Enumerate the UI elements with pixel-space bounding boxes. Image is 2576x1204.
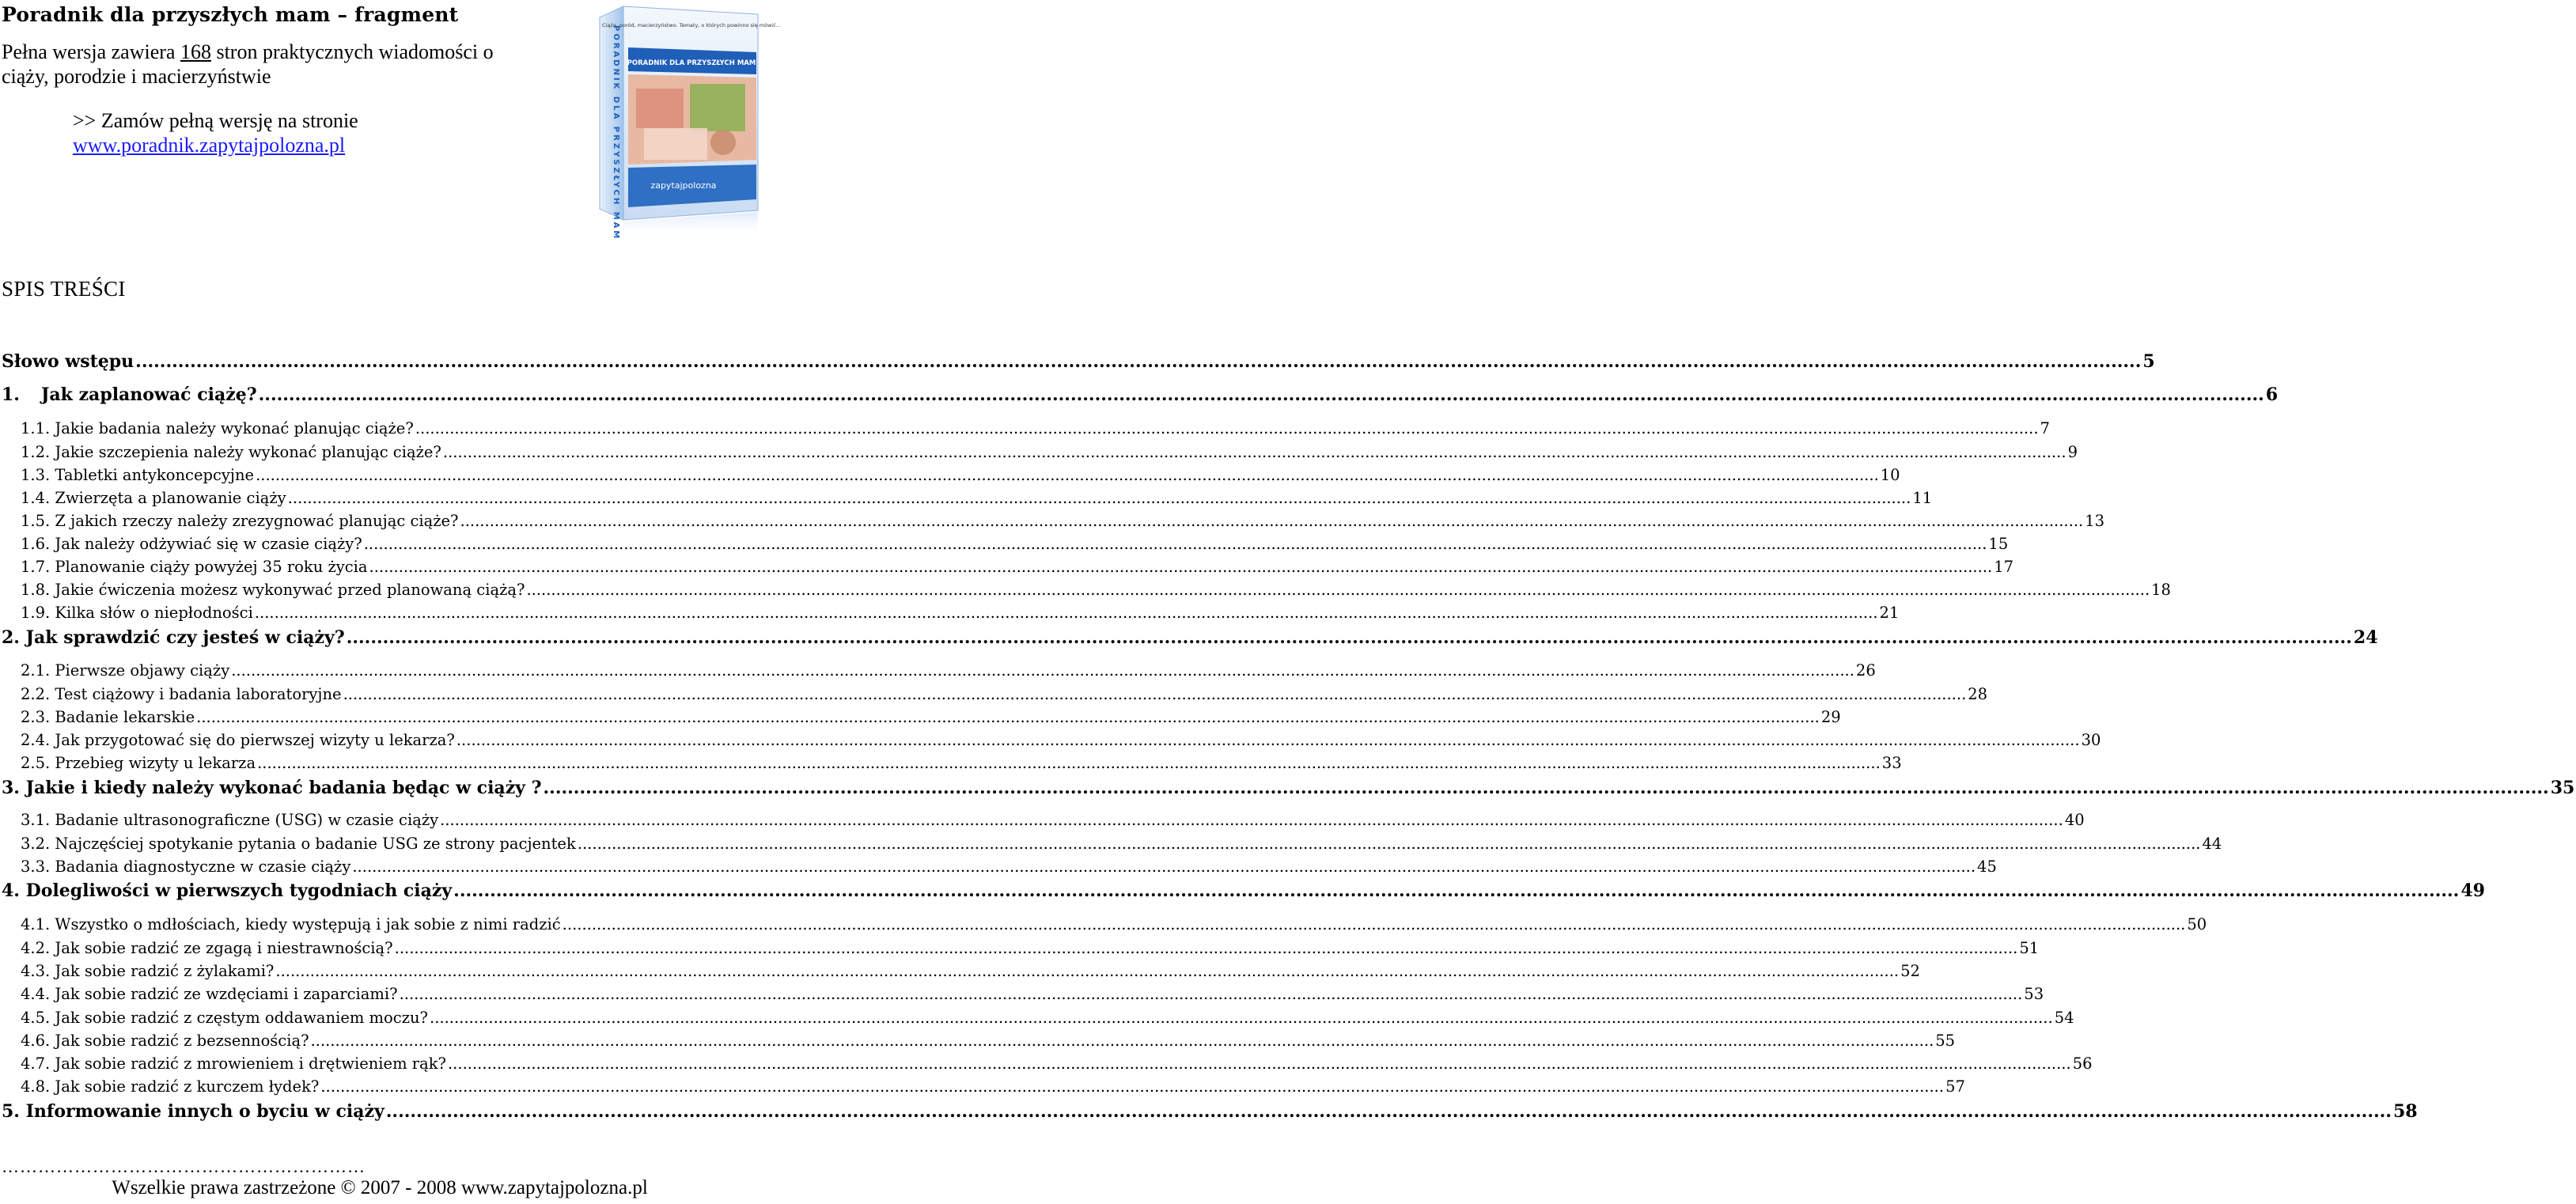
toc-entry[interactable] xyxy=(0,604,1900,622)
toc-page-number: 21 xyxy=(1879,604,1900,622)
box-brand: zapytajpolozna xyxy=(650,180,717,191)
toc-entry[interactable] xyxy=(0,835,2222,853)
toc-entry-label: 5. Informowanie innych o byciu w ciąży xyxy=(2,1101,385,1122)
toc-leader-dots xyxy=(257,754,1881,772)
toc-entry[interactable] xyxy=(0,915,2207,933)
toc-entry-label: 3. Jakie i kiedy należy wykonać badania będąc w ciąży ? xyxy=(2,778,542,798)
toc-leader-dots xyxy=(443,443,2066,461)
toc-page-number: 50 xyxy=(2187,915,2207,933)
toc-leader-dots xyxy=(578,835,2201,853)
intro-line2: ciąży, porodzie i macierzyństwie xyxy=(2,65,271,88)
toc-entry-label: 1.4. Zwierzęta a planowanie ciąży xyxy=(21,489,286,507)
toc-entry-label: 4.3. Jak sobie radzić z żylakami? xyxy=(21,962,275,980)
toc-entry[interactable] xyxy=(0,661,1876,680)
toc-entry-label: 1.6. Jak należy odżywiać się w czasie ciąży? xyxy=(21,535,362,553)
toc-leader-dots xyxy=(456,731,2080,749)
intro-page-count: 168 xyxy=(180,40,211,63)
footer-separator: …………………………………………………… xyxy=(2,1157,366,1176)
order-text: >> Zamów pełną wersję na stronie xyxy=(73,109,358,132)
toc-leader-dots xyxy=(311,1032,1934,1050)
toc-page-number: 49 xyxy=(2460,880,2485,901)
toc-page-number: 24 xyxy=(2353,627,2378,648)
toc-leader-dots xyxy=(453,880,2459,901)
toc-leader-dots xyxy=(320,1077,1944,1096)
toc-page-number: 40 xyxy=(2064,811,2085,829)
toc-leader-dots xyxy=(352,858,1976,876)
product-box-image xyxy=(597,2,781,241)
toc-entry[interactable] xyxy=(0,581,2171,599)
toc-page-number: 56 xyxy=(2072,1054,2093,1073)
toc-entry[interactable] xyxy=(0,708,1841,726)
toc-leader-dots xyxy=(400,985,2023,1003)
toc-entry-label: 1.7. Planowanie ciąży powyżej 35 roku życia xyxy=(21,558,368,576)
toc-entry-label: 4.5. Jak sobie radzić z częstym oddawaniem moczu? xyxy=(21,1009,428,1027)
toc-page-number: 13 xyxy=(2085,512,2105,530)
toc-leader-dots xyxy=(448,1054,2071,1073)
toc-page-number: 5 xyxy=(2142,351,2155,372)
toc-entry-label: 3.2. Najczęściej spotykanie pytania o badanie USG ze strony pacjentek xyxy=(21,835,576,853)
box-tagline: Ciąża, poród, macierzyństwo. Tematy, o których powinno się mówić... xyxy=(602,22,781,28)
toc-leader-dots xyxy=(135,351,2141,372)
box-spine-text: PORADNIK DLA PRZYSZŁYCH MAM xyxy=(612,25,620,241)
toc-entry-label: 4.4. Jak sobie radzić ze wzdęciami i zaparciami? xyxy=(21,985,398,1003)
toc-entry[interactable] xyxy=(0,1101,2418,1122)
toc-entry[interactable] xyxy=(0,1009,2074,1027)
toc-page-number: 29 xyxy=(1820,708,1841,726)
toc-entry-label: 1.9. Kilka słów o niepłodności xyxy=(21,604,253,622)
intro-prefix: Pełna wersja zawiera xyxy=(2,40,180,63)
document-title: Poradnik dla przyszłych mam – fragment xyxy=(2,3,459,26)
toc-entry-label: 2.5. Przebieg wizyty u lekarza xyxy=(21,754,256,772)
toc-entry[interactable] xyxy=(0,880,2485,901)
toc-entry-label: Słowo wstępu xyxy=(2,351,134,372)
toc-entry[interactable] xyxy=(0,811,2085,829)
intro-suffix: stron praktycznych wiadomości o xyxy=(210,40,494,63)
toc-entry-label: 1.8. Jakie ćwiczenia możesz wykonywać przed planowaną ciążą? xyxy=(21,581,525,599)
toc-leader-dots xyxy=(343,685,1967,703)
toc-entry-label: 1.5. Z jakich rzeczy należy zrezygnować planując ciąże? xyxy=(21,512,459,530)
toc-entry-label: 4.6. Jak sobie radzić z bezsennością? xyxy=(21,1032,309,1050)
toc-page-number: 53 xyxy=(2024,985,2044,1003)
toc-entry-label: 1.2. Jakie szczepienia należy wykonać planując ciąże? xyxy=(21,443,441,461)
toc-heading: SPIS TREŚCI xyxy=(2,277,126,301)
toc-page-number: 17 xyxy=(1994,558,2014,576)
toc-page-number: 9 xyxy=(2067,443,2078,461)
intro-text xyxy=(2,40,540,89)
toc-leader-dots xyxy=(544,778,2549,798)
toc-entry-label: 4.7. Jak sobie radzić z mrowieniem i drętwieniem rąk? xyxy=(21,1054,446,1073)
toc-entry[interactable] xyxy=(0,627,2378,648)
toc-page-number: 55 xyxy=(1935,1032,1956,1050)
toc-leader-dots xyxy=(430,1009,2053,1027)
toc-leader-dots xyxy=(288,489,1911,507)
toc-leader-dots xyxy=(369,558,1993,576)
order-section xyxy=(73,108,358,157)
toc-leader-dots xyxy=(364,535,1987,553)
toc-entry-label: 3.3. Badania diagnostyczne w czasie ciąży xyxy=(21,858,351,876)
toc-entry-label: 2.2. Test ciążowy i badania laboratoryjne xyxy=(21,685,342,703)
toc-page-number: 33 xyxy=(1881,754,1902,772)
toc-page-number: 15 xyxy=(1988,535,2009,553)
toc-page-number: 30 xyxy=(2081,731,2101,749)
toc-entry-text: Jak zaplanować ciążę? xyxy=(41,384,257,405)
toc-entry[interactable] xyxy=(0,731,2101,749)
toc-entry[interactable] xyxy=(0,754,1902,772)
toc-page-number: 11 xyxy=(1912,489,1933,507)
toc-leader-dots xyxy=(231,661,1854,680)
toc-entry[interactable] xyxy=(0,443,2078,461)
order-link[interactable]: www.poradnik.zapytajpolozna.pl xyxy=(73,134,346,157)
toc-leader-dots xyxy=(259,384,2264,405)
toc-entry[interactable] xyxy=(0,466,1900,484)
toc-page-number: 57 xyxy=(1945,1077,1965,1096)
footer-copyright: Wszelkie prawa zastrzeżone © 2007 - 2008 www.zapytajpolozna.pl xyxy=(112,1177,648,1198)
toc-entry-label: 4.1. Wszystko o mdłościach, kiedy występują i jak sobie z nimi radzić xyxy=(21,915,561,933)
toc-leader-dots xyxy=(395,939,2018,957)
toc-entry[interactable] xyxy=(0,535,2009,553)
toc-entry-label: 2.3. Badanie lekarskie xyxy=(21,708,195,726)
box-front-title: PORADNIK DLA PRZYSZŁYCH MAM xyxy=(627,59,756,67)
toc-page-number: 6 xyxy=(2265,384,2279,405)
toc-entry-label: 4.8. Jak sobie radzić z kurczem łydek? xyxy=(21,1077,320,1096)
toc-page-number: 52 xyxy=(1900,962,1920,980)
toc-entry-label: 4. Dolegliwości w pierwszych tygodniach ciąży xyxy=(2,880,453,901)
toc-page-number: 7 xyxy=(2040,419,2050,437)
toc-entry-label: 1.1. Jakie badania należy wykonać planując ciąże? xyxy=(21,419,414,437)
toc-leader-dots xyxy=(440,811,2063,829)
toc-page-number: 28 xyxy=(1968,685,1988,703)
toc-leader-dots xyxy=(347,627,2352,648)
toc-leader-dots xyxy=(256,466,1879,484)
toc-page-number: 51 xyxy=(2019,939,2040,957)
toc-page-number: 44 xyxy=(2202,835,2222,853)
toc-entry[interactable] xyxy=(0,778,2575,798)
toc-entry-label: 4.2. Jak sobie radzić ze zgagą i niestrawnością? xyxy=(21,939,393,957)
toc-leader-dots xyxy=(255,604,1878,622)
toc-leader-dots xyxy=(415,419,2039,437)
toc-page-number: 45 xyxy=(1977,858,1997,876)
toc-entry-number: 1. xyxy=(2,384,20,405)
toc-entry[interactable] xyxy=(0,512,2105,530)
toc-leader-dots xyxy=(460,512,2084,530)
toc-entry[interactable] xyxy=(0,858,1997,876)
toc-entry[interactable] xyxy=(0,1077,1965,1096)
toc-leader-dots xyxy=(386,1101,2392,1122)
toc-leader-dots xyxy=(526,581,2150,599)
toc-entry-label: 2.1. Pierwsze objawy ciąży xyxy=(21,661,230,680)
toc-entry[interactable] xyxy=(0,489,1933,507)
toc-entry-label: 2.4. Jak przygotować się do pierwszej wizyty u lekarza? xyxy=(21,731,455,749)
toc-entry[interactable] xyxy=(0,384,2279,405)
toc-leader-dots xyxy=(563,915,2186,933)
toc-entry[interactable] xyxy=(0,985,2044,1003)
toc-leader-dots xyxy=(196,708,1820,726)
toc-entry[interactable] xyxy=(0,558,2014,576)
toc-entry[interactable] xyxy=(0,939,2040,957)
toc-entry-label: 3.1. Badanie ultrasonograficzne (USG) w czasie ciąży xyxy=(21,811,439,829)
toc-entry[interactable] xyxy=(0,1032,1956,1050)
toc-entry-label xyxy=(2,384,257,405)
toc-page-number: 26 xyxy=(1855,661,1876,680)
toc-page-number: 10 xyxy=(1880,466,1900,484)
toc-entry[interactable] xyxy=(0,351,2155,372)
toc-entry[interactable] xyxy=(0,962,1920,980)
toc-page-number: 54 xyxy=(2054,1009,2074,1027)
toc-entry-label: 2. Jak sprawdzić czy jesteś w ciąży? xyxy=(2,627,345,648)
toc-page-number: 58 xyxy=(2392,1101,2418,1122)
toc-entry[interactable] xyxy=(0,1054,2093,1073)
toc-entry[interactable] xyxy=(0,419,2050,437)
toc-page-number: 35 xyxy=(2550,778,2575,798)
toc-leader-dots xyxy=(275,962,1899,980)
toc-page-number: 18 xyxy=(2151,581,2171,599)
toc-entry-label: 1.3. Tabletki antykoncepcyjne xyxy=(21,466,255,484)
toc-entry[interactable] xyxy=(0,685,1988,703)
